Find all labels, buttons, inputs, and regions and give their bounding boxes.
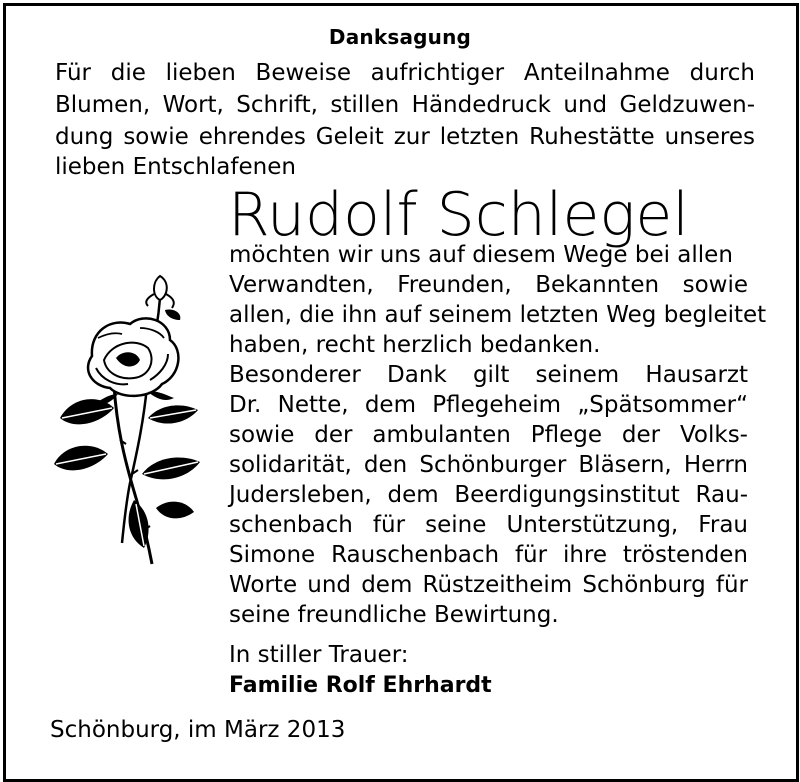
body-line-8: solidarität, den Schönburger Bläsern, Herrn	[229, 452, 748, 478]
intro-line-2: Blumen, Wort, Schrift, stillen Händedruck und Geldzuwen-	[55, 92, 755, 118]
notice-heading: Danksagung	[328, 25, 472, 49]
body-line-9: Judersleben, dem Beerdigungsinstitut Rau-	[229, 482, 748, 508]
body-line-10: schenbach für seine Unterstützung, Frau	[229, 512, 748, 538]
body-line-1: möchten wir uns auf diesem Wege bei allen	[229, 242, 733, 268]
closing-phrase: In stiller Trauer:	[229, 642, 409, 668]
family-signature: Familie Rolf Ehrhardt	[229, 673, 492, 698]
body-line-13: seine freundliche Bewirtung.	[229, 602, 559, 628]
rose-icon	[52, 268, 212, 568]
body-line-6: Dr. Nette, dem Pflegeheim „Spätsommer“	[229, 392, 748, 418]
intro-line-4: lieben Entschlafenen	[55, 154, 296, 180]
intro-line-3: dung sowie ehrendes Geleit zur letzten Ruhestätte unseres	[55, 124, 755, 150]
body-line-5: Besonderer Dank gilt seinem Hausarzt	[229, 362, 748, 388]
body-line-3: allen, die ihn auf seinem letzten Weg begleitet	[229, 302, 767, 328]
intro-line-1: Für die lieben Beweise aufrichtiger Anteilnahme durch	[55, 60, 755, 86]
body-line-7: sowie der ambulanten Pflege der Volks-	[229, 422, 748, 448]
body-line-2: Verwandten, Freunden, Bekannten sowie	[229, 272, 748, 298]
place-date: Schönburg, im März 2013	[50, 717, 346, 743]
deceased-name: Rudolf Schlegel	[228, 180, 689, 250]
body-line-11: Simone Rauschenbach für ihre tröstenden	[229, 542, 748, 568]
body-line-12: Worte und dem Rüstzeitheim Schönburg für	[229, 572, 748, 598]
body-line-4: haben, recht herzlich bedanken.	[229, 332, 601, 358]
